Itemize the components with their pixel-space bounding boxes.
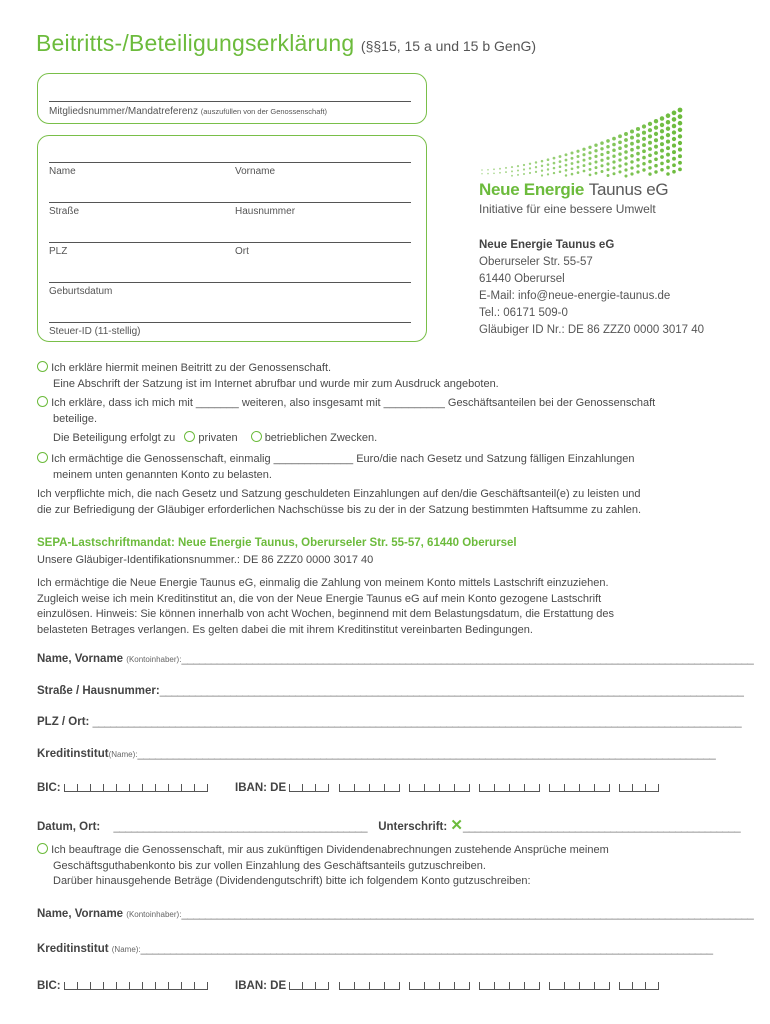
bic-iban-row: BIC: IBAN: DE (37, 782, 659, 794)
logo-tagline: Initiative für eine bessere Umwelt (479, 202, 656, 216)
account-holder-row[interactable]: Name, Vorname (Kontoinhaber):_________________________________________________________________________________________________ (37, 653, 754, 665)
org-email: E-Mail: info@neue-energie-taunus.de (479, 290, 671, 302)
date-signature-row: Datum, Ort: ___________________________________________ Unterschrift: ✕_______________________________________________ (37, 817, 741, 834)
join-radio[interactable] (37, 361, 48, 372)
birthdate-field[interactable] (49, 282, 411, 283)
title-suffix: (§§15, 15 a und 15 b GenG) (360, 38, 537, 54)
plz-label: PLZ (49, 246, 68, 257)
street-field[interactable] (49, 202, 411, 203)
declaration-join: Ich erkläre hiermit meinen Beitritt zu der Genossenschaft. Eine Abschrift der Satzung ist im Internet abrufbar und wurde mir zum Ausdruck angeboten. (37, 361, 737, 392)
dividend-iban-input[interactable] (289, 980, 329, 990)
org-phone: Tel.: 06171 509-0 (479, 307, 568, 319)
logo-name: Neue Energie Taunus eG (479, 180, 669, 199)
private-purpose-radio[interactable] (184, 431, 195, 442)
street-label: Straße (49, 206, 80, 217)
tax-id-label: Steuer-ID (11-stellig) (49, 326, 141, 337)
name-field[interactable] (49, 162, 411, 163)
sepa-creditor-id: Unsere Gläubiger-Identifikationsnummer.: DE 86 ZZZ0 0000 3017 40 (37, 554, 374, 566)
dividend-radio[interactable] (37, 843, 48, 854)
sepa-mandate-text: Ich ermächtige die Neue Energie Taunus eG, einmalig die Zahlung von meinem Konto mittels Lastschrift einzuziehen. Zugleich weise ich mein Kreditinstitut an, die von der Neue Energie Taunus eG auf mein Konto gezogene Lastschrift einzulösen. Hinweis: Sie können innerhalb von acht Wochen, beginnend mit dem Belastungsdatum, die Erstattung des belasteten Betrages verlangen. Es gelten dabei die mit ihrem Kreditinstitut vereinbarten Bedingungen. (37, 577, 615, 636)
street-number-row[interactable]: Straße / Hausnummer:___________________________________________________________________________________________________ (37, 685, 744, 697)
declaration-authorize: Ich ermächtige die Genossenschaft, einmalig _____________ Euro/die nach Gesetz und Satzung fälligen Einzahlungen meinem unten genannten Konto zu belasten. (37, 452, 747, 483)
org-creditor-id: Gläubiger ID Nr.: DE 86 ZZZ0 0000 3017 40 (479, 324, 705, 336)
dividend-instruction: Ich beauftrage die Genossenschaft, mir aus zukünftigen Dividendenabrechnungen zustehende Ansprüche meinem Geschäftsguthabenkonto bis zur vollen Einzahlung des Geschäftsanteils gutzuschreiben. Darüber hinausgehende Beträge (Dividendengutschrift) bitte ich folgendem Konto gutzuschreiben: (37, 843, 747, 890)
shares-radio[interactable] (37, 396, 48, 407)
org-street: Oberurseler Str. 55-57 (479, 256, 593, 268)
birthdate-label: Geburtsdatum (49, 286, 113, 297)
creditor-address (479, 237, 704, 339)
dividend-bic-iban-row: BIC: IBAN: DE (37, 980, 659, 992)
personal-data-box (37, 135, 427, 342)
vorname-label: Vorname (235, 166, 276, 177)
plz-ort-row[interactable]: PLZ / Ort: ______________________________________________________________________________________________________________ (37, 716, 742, 728)
member-number-label: Mitgliedsnummer/Mandatreferenz (auszufüllen von der Genossenschaft) (49, 106, 328, 117)
signature-x-icon: ✕ (450, 817, 463, 834)
plz-field[interactable] (49, 242, 411, 243)
house-number-label: Hausnummer (235, 206, 296, 217)
dividend-account-holder-row[interactable]: Name, Vorname (Kontoinhaber):_________________________________________________________________________________________________ (37, 908, 754, 920)
iban-input[interactable] (289, 782, 329, 792)
org-city: 61440 Oberursel (479, 273, 565, 285)
page-title (36, 30, 536, 57)
dividend-bank-row[interactable]: Kreditinstitut (Name):_________________________________________________________________________________________________ (37, 943, 713, 955)
ort-label: Ort (235, 246, 249, 257)
title-text: Beitritts-/Beteiligungserklärung (36, 30, 355, 56)
org-name: Neue Energie Taunus eG (479, 239, 615, 251)
signature-field[interactable]: _______________________________________________ (462, 821, 741, 833)
sepa-heading: SEPA-Lastschriftmandat: Neue Energie Taunus, Oberurseler Str. 55-57, 61440 Oberursel (37, 537, 517, 549)
business-purpose-radio[interactable] (251, 431, 262, 442)
bic-input[interactable] (64, 782, 208, 792)
member-number-field[interactable] (49, 101, 411, 102)
purpose-row: Die Beteiligung erfolgt zu privaten betrieblichen Zwecken. (53, 432, 378, 444)
bank-name-row[interactable]: Kreditinstitut(Name):__________________________________________________________________________________________________ (37, 748, 716, 760)
authorize-radio[interactable] (37, 452, 48, 463)
declaration-shares: Ich erkläre, dass ich mich mit _______ weiteren, also insgesamt mit __________ Geschäftsanteilen bei der Genossenschaft beteilige. (37, 396, 747, 427)
obligation-text: Ich verpflichte mich, die nach Gesetz und Satzung geschuldeten Einzahlungen auf den/die Geschäftsanteil(e) zu leisten und die zur Befriedigung der Gläubiger erforderlichen Nachschüsse bis zu der in der Satzung bestimmten Haftsumme zu zahlen. (37, 488, 642, 516)
date-place-field[interactable]: ___________________________________________ (113, 821, 367, 833)
tax-id-field[interactable] (49, 322, 411, 323)
wave-logo-icon (478, 100, 690, 178)
name-label: Name (49, 166, 76, 177)
dividend-bic-input[interactable] (64, 980, 208, 990)
